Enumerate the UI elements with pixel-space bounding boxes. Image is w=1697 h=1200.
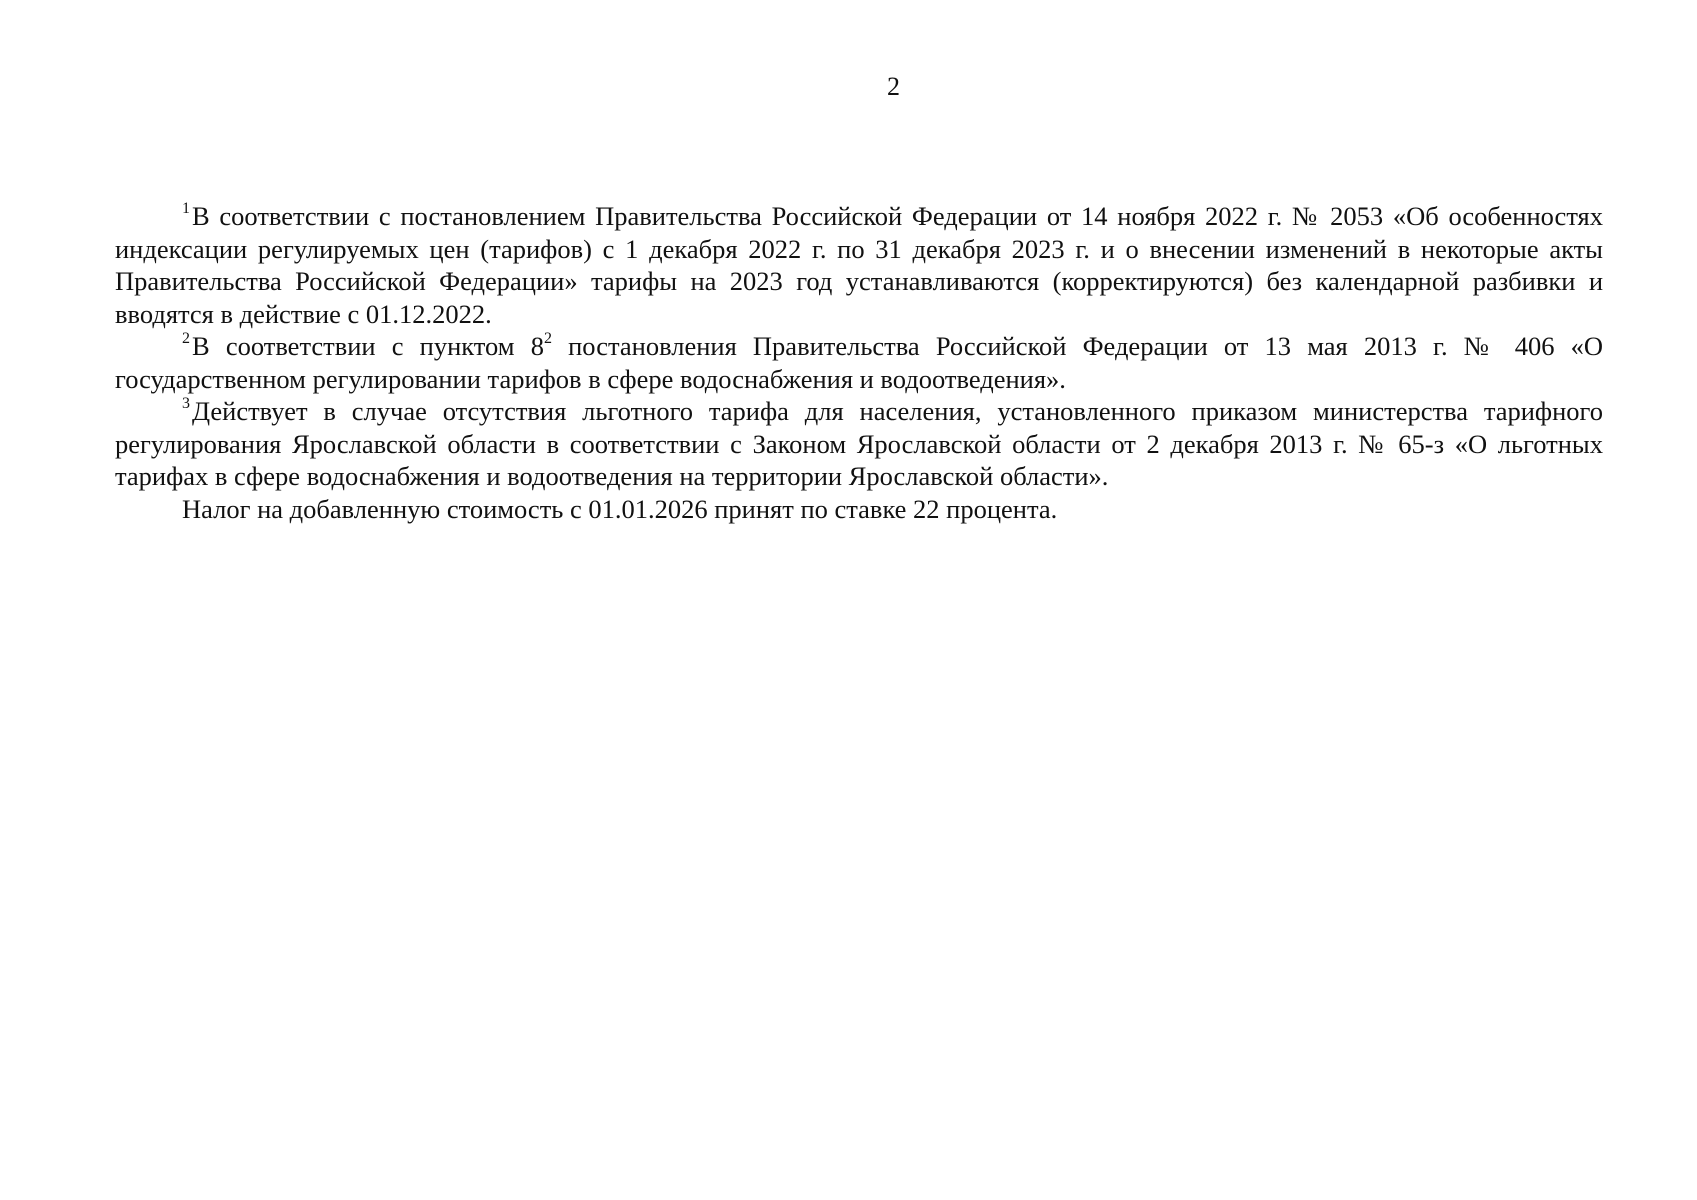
footnote-2-text-before: В соответствии с пунктом 8	[192, 331, 544, 361]
footnote-2	[115, 330, 1603, 395]
footnote-3-text: Действует в случае отсутствия льготного тарифа для населения, установленного приказом министерства тарифного регулирования Ярославской области в соответствии с Законом Ярославской области от 2 декабря 2013 г. № 65-з «О льготных тарифах в сфере водоснабжения и водоотведения на территории Ярославской области».	[115, 396, 1603, 491]
footnote-3-mark: 3	[182, 395, 190, 412]
footnote-1-mark: 1	[182, 200, 190, 217]
footnote-2-mark: 2	[182, 330, 190, 347]
footnote-2-text-after: постановления Правительства Российской Федерации от 13 мая 2013 г. № 406 «О государственном регулировании тарифов в сфере водоснабжения и водоотведения».	[115, 331, 1603, 394]
page-number: 2	[887, 72, 900, 101]
footnote-3	[115, 395, 1603, 493]
footnote-1	[115, 200, 1603, 330]
vat-note	[115, 493, 1603, 526]
footnotes	[115, 200, 1603, 525]
footnote-1-text: В соответствии с постановлением Правительства Российской Федерации от 14 ноября 2022 г. № 2053 «Об особенностях индексации регулируемых цен (тарифов) с 1 декабря 2022 г. по 31 декабря 2023 г. и о внесении изменений в некоторые акты Правительства Российской Федерации» тарифы на 2023 год устанавливаются (корректируются) без календарной разбивки и вводятся в действие с 01.12.2022.	[115, 201, 1603, 329]
footnote-2-inline-superscript: 2	[543, 330, 552, 347]
vat-note-text: Налог на добавленную стоимость с 01.01.2026 принят по ставке 22 процента.	[182, 493, 1058, 524]
